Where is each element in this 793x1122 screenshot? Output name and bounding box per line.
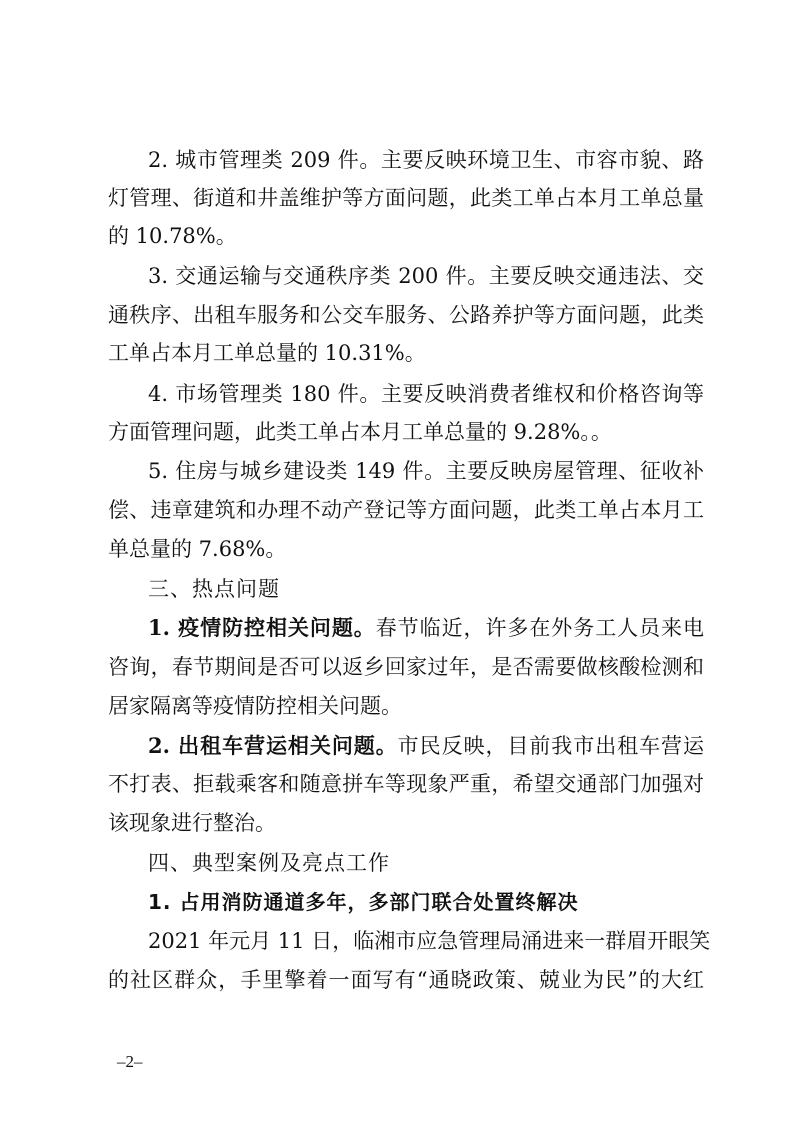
- item-4-line-1: 4. 市场管理类 180 件。主要反映消费者维权和价格咨询等: [148, 382, 704, 406]
- hot-issue-2-line-2: 不打表、拒载乘客和随意拼车等现象严重，希望交通部门加强对: [108, 772, 704, 796]
- hot-issue-1-line-3: 居家隔离等疫情防控相关问题。: [108, 694, 402, 718]
- case-1-para-line-1: 2021 年元月 11 日，临湘市应急管理局涌进来一群眉开眼笑: [148, 929, 711, 953]
- item-4-line-2: 方面管理问题，此类工单占本月工单总量的 9.28%。。: [108, 420, 612, 444]
- page-number: –2–: [117, 1052, 143, 1071]
- item-3-line-3: 工单占本月工单总量的 10.31%。: [108, 341, 426, 365]
- section-3-heading: 三、热点问题: [148, 577, 280, 601]
- item-2-line-2: 灯管理、街道和井盖维护等方面问题，此类工单占本月工单总量: [108, 186, 704, 210]
- hot-issue-1-lead: 1. 疫情防控相关问题。: [148, 615, 376, 640]
- item-2-line-1: 2. 城市管理类 209 件。主要反映环境卫生、市容市貌、路: [148, 148, 704, 172]
- hot-issue-1-line-1-rest: 春节临近，许多在外务工人员来电: [375, 616, 704, 640]
- hot-issue-2-line-1-rest: 市民反映，目前我市出租车营运: [397, 734, 705, 758]
- item-3-line-1: 3. 交通运输与交通秩序类 200 件。主要反映交通违法、交: [148, 264, 704, 288]
- hot-issue-2-line-3: 该现象进行整治。: [108, 811, 276, 835]
- item-2-line-3: 的 10.78%。: [108, 224, 237, 248]
- case-1-title: 1. 占用消防通道多年，多部门联合处置终解决: [148, 890, 579, 914]
- item-5-line-3: 单总量的 7.68%。: [108, 537, 287, 561]
- hot-issue-1-line-2: 咨询，春节期间是否可以返乡回家过年，是否需要做核酸检测和: [108, 655, 704, 679]
- hot-issue-1-line-1: [148, 614, 704, 642]
- case-1-para-line-2: 的社区群众，手里擎着一面写有“通晓政策、兢业为民”的大红: [108, 968, 704, 992]
- hot-issue-2-line-1: [148, 732, 704, 760]
- item-5-line-1: 5. 住房与城乡建设类 149 件。主要反映房屋管理、征收补: [148, 459, 704, 483]
- hot-issue-2-lead: 2. 出租车营运相关问题。: [148, 733, 398, 758]
- item-5-line-2: 偿、违章建筑和办理不动产登记等方面问题，此类工单占本月工: [108, 498, 704, 522]
- item-3-line-2: 通秩序、出租车服务和公交车服务、公路养护等方面问题，此类: [108, 303, 704, 327]
- section-4-heading: 四、典型案例及亮点工作: [148, 851, 390, 875]
